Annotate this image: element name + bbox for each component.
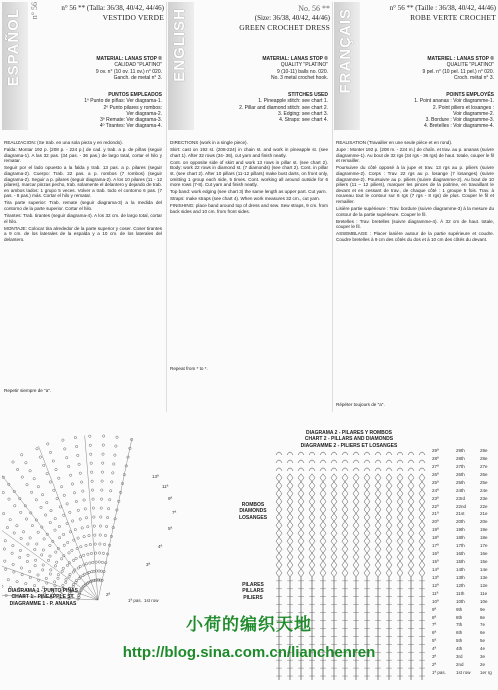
row-number: 10ª (432, 598, 439, 604)
stitch-line: 1. Point ananas : Voir diagramme-1. (414, 98, 494, 105)
language-band (168, 2, 194, 130)
row-number: 20ª (432, 519, 439, 525)
material-line: CALIDAD "PLATINO" (114, 62, 162, 69)
pillars-label: PILARES PILLARS PILIERS (242, 582, 264, 601)
row-number: 7e (480, 622, 486, 628)
row-number: 10e (480, 598, 488, 604)
stitch-line: 2. Point piliers et losanges : (432, 104, 494, 111)
paragraph: DIRECTIONS (work in a single piece). (170, 140, 248, 145)
row-number: 12e (480, 582, 488, 588)
paragraph: REALIZACION: (Se trab. en una sola pieza y en redondo). (4, 140, 123, 145)
row-label: 3ª (146, 562, 151, 567)
row-number: 5th (456, 638, 463, 644)
row-number: 23e (480, 495, 488, 501)
row-number: 5e (480, 638, 486, 644)
row-number: 1ª pas. (432, 670, 446, 676)
row-number: 24ª (432, 487, 439, 493)
row-number: 7th (456, 622, 463, 628)
stitches-heading: STITCHES USED (287, 92, 328, 98)
material-line: QUALITE "PLATINO" (446, 62, 494, 69)
chart-caption: DIAGRAMA 2 - PILARES Y ROMBOS CHART 2 - PILLARS AND DIAMONDS DIAGRAMME 2 - PILIERS ET LOSANGES (300, 430, 398, 449)
row-number: 3rd (456, 654, 463, 660)
material-block (366, 56, 494, 81)
size-text: (Size: 36/38, 40/42, 44/46) (254, 14, 330, 22)
row-label: 9ª (168, 496, 173, 501)
stitch-line: 3. Edging: see chart 3. (277, 110, 328, 117)
row-number: 25ª (432, 479, 439, 485)
row-number: 5ª (432, 638, 437, 644)
row-number: 9e (480, 606, 486, 612)
language-label: FRANÇAIS (337, 8, 354, 94)
paragraph: FINISHING: place band around top of dress and sew. Sew straps, 9 cm. from back sides and 10 cm. from front sides. (170, 203, 328, 215)
header (364, 4, 496, 22)
row-number: 2e (480, 662, 486, 668)
language-band (334, 2, 360, 130)
material-block (34, 56, 162, 81)
row-number: 8th (456, 614, 463, 620)
row-number: 29e (480, 448, 488, 453)
row-number: 11ª (432, 590, 439, 596)
column-english (166, 0, 332, 420)
row-number: 13e (480, 574, 488, 580)
row-number: 18th (456, 535, 465, 541)
paragraph: Falda: Montar 192 p. (208 p. - 224 p.) de cad. y trab. a p. de piñas (seguir diagrama-1). A las 32 pas. (34 pas. - 36 pas.) de largo total, cortar el hilo y rematar. (4, 147, 162, 164)
row-number: 27ª (432, 463, 439, 469)
repeat-note: Repetir siempre de "a". (4, 388, 52, 393)
row-number: 18e (480, 535, 488, 541)
row-number: 6ª (432, 630, 437, 636)
row-number: 29th (456, 448, 465, 453)
instructions (170, 140, 328, 216)
row-number: 6e (480, 630, 486, 636)
stitches-block (366, 92, 494, 130)
row-number: 27e (480, 463, 488, 469)
material-line: 9 (10-11) balls no. 020. (276, 68, 328, 75)
pattern-code: n° 56 (30, 2, 39, 20)
row-number: 19ª (432, 527, 439, 533)
row-number: 13th (456, 574, 465, 580)
row-number: 11th (456, 590, 465, 596)
row-label: 1st row (144, 598, 159, 603)
row-number: 17th (456, 543, 465, 549)
stitch-line: 3º Remate: Ver diagrama-3. (100, 117, 162, 123)
stitch-line: 4. Straps: see chart 4. (279, 117, 328, 123)
row-number: 25th (456, 479, 465, 485)
row-number: 4th (456, 646, 463, 652)
paragraph: Jupe : Monter 192 p. (208 m. - 224 m.) de chaîn. et trav. au p. ananas (suivre diagramme-1). Au bout de 32 rgs (34 rgs - 36 rgs) de haut. totale, couper le fil et remailler. (336, 147, 494, 164)
row-number: 16ª (432, 551, 439, 557)
row-number: 6th (456, 630, 463, 636)
row-number: 16e (480, 551, 488, 557)
row-number: 21e (480, 511, 488, 517)
stitch-line: 3. Bordure : Voir diagramme-3. (425, 117, 494, 123)
row-number: 14th (456, 566, 465, 572)
paragraph: MONTAJE: Colocar tira alrededor de la parte superior y coser. Coser tirantes a 9 cm. de los laterales de la espalda y a 10 cm. de los laterales del delantero. (4, 225, 162, 242)
repeat-note: Répéter toujours de "a". (336, 402, 385, 407)
stitch-line: 2º Punto pilares y rombos: (103, 104, 162, 111)
row-label: 7ª (172, 510, 177, 515)
row-number: 11e (480, 590, 488, 596)
row-number: 3e (480, 654, 486, 660)
row-number: 26th (456, 471, 465, 477)
row-number: 15ª (432, 559, 439, 565)
row-number: 9th (456, 606, 463, 612)
paragraph: Poursuivre du côté opposé à la jupe et trav. 13 rgs au p. piliers (suivre diagramme-2). Corps : Trav. 22 rgs au p. losange (7 losanges) (suivre diagramme-2). Poursuivre au p. piliers (suivre diagramme-2). Au bout de 10 piliers (11 – 12 piliers), marquer les pinces de la poitrine, en travaillant le devant et en cessant de trav., de chaque côté : 1 groupe 5 fois. Trav. à nouveau tout le contour sur 6 rgs (7 rgs - 8 rgs) de plus. Couper le fil et remailler. (336, 165, 494, 204)
row-number: 17e (480, 543, 488, 549)
row-label: 13ª (152, 474, 159, 479)
language-label: ENGLISH (171, 8, 188, 82)
stitch-line: 4. Bretelles : Voir diagramme-4. (423, 123, 494, 130)
paragraph: Top band: work edging (see chart 3) the same length as upper part. Cut yarn. (170, 189, 327, 195)
stitch-line: 2. Pillar and diamond stitch: see chart 2. (239, 104, 328, 111)
material-line: 9 pel. n° (10 pel. 11 pel.) n° 020. (422, 68, 494, 75)
row-number: 2ª (432, 662, 437, 668)
row-number: 8ª (432, 614, 437, 620)
material-line: No. 3 metal crochet hook. (271, 74, 328, 81)
language-band (2, 2, 28, 130)
row-number: 4e (480, 646, 486, 652)
column-french (332, 0, 498, 420)
instructions (4, 140, 162, 244)
pattern-title: VESTIDO VERDE (102, 12, 164, 22)
row-number: 21st (456, 511, 465, 517)
pattern-title: GREEN CROCHET DRESS (239, 22, 330, 32)
row-number: 8e (480, 614, 486, 620)
instructions (336, 140, 494, 244)
stitches-block (34, 92, 162, 130)
row-number: 22nd (456, 503, 467, 509)
stitch-line: 1. Pineapple stitch: see chart 1. (258, 98, 328, 105)
size-text: n° 56 ** (Talla: 36/38, 40/42, 44/46) (61, 4, 164, 12)
paragraph: ASSEMBLAGE : Placer lanière autour de la partie supérieure et coudre. Coudre bretelles à 9 cm des côtés du dos et à 10 cm des côtés du devant. (336, 231, 494, 242)
row-number: 20e (480, 519, 488, 525)
paragraph: Cont. on opposite side of skirt and work 13 rows in pillar st. (see chart 2). Body: work 22 rows in diamond st. (7 diamonds) (see chart 2). Cont. in pillar st. (see chart 2). After 10 pillars (11-12 pillars) make bust darts, on front only, omitting 1 group each side, 5 times. Cont. working all around outside for 6 more rows (7-8). Cut yarn and finish neatly. (170, 159, 328, 188)
row-number: 23rd (456, 495, 466, 501)
row-number: 19e (480, 527, 488, 533)
row-number: 19th (456, 527, 465, 533)
row-number: 22e (480, 503, 488, 509)
row-number: 12ª (432, 582, 439, 588)
row-number: 27th (456, 463, 465, 469)
material-line: Ganch. de metal n° 3. (113, 74, 162, 81)
row-number: 16th (456, 551, 465, 557)
paragraph: REALISATION (Travailler en une seule pièce et en rond). (336, 140, 453, 145)
material-block (200, 56, 328, 81)
row-number: 21ª (432, 511, 439, 517)
material-heading: MATERIAL: LANAS STOP ® (262, 56, 328, 62)
row-number: 29ª (432, 448, 439, 453)
row-number: 26e (480, 471, 488, 477)
pineapple-chart (2, 420, 202, 620)
row-number: 14ª (432, 566, 439, 572)
repeat-note: Repeat from * to *. (170, 366, 208, 371)
row-number: 1er rg (480, 670, 492, 676)
column-spanish (0, 0, 166, 420)
row-label: 2ª (106, 592, 111, 597)
row-number: 9ª (432, 606, 437, 612)
paragraph: Skirt: cast on 192 st. (208-224) in chain st. and work in pineapple st. (see chart 1). After 32 rows (34- 36), cut yarn and finish neatly. (170, 147, 328, 158)
paragraph: Tira parte superior: Trab. remate (seguir diagrama-3) a la medida del contorno de la parte superior. Cortar el hilo. (4, 200, 162, 212)
stitches-heading: POINTS EMPLOYÉS (446, 92, 494, 98)
pattern-title: ROBE VERTE CROCHET (410, 12, 496, 22)
stitch-line: 4º Tirantes: Ver diagrama-4. (99, 123, 162, 130)
pattern-number: n° 56 ** (61, 4, 86, 12)
header (32, 4, 164, 22)
stitches-heading: PUNTOS EMPLEADOS (108, 92, 162, 98)
row-number: 26ª (432, 471, 439, 477)
row-number: 4ª (432, 646, 437, 652)
stitch-line: Ver diagrama-2. (126, 110, 162, 117)
row-number: 28th (456, 455, 465, 461)
row-number: 23ª (432, 495, 439, 501)
material-line: Croch. métal n° 3. (453, 74, 494, 81)
chart-caption: DIAGRAMA 1 - PUNTO PIÑAS CHART 1 - PINEAPPLE ST. DIAGRAMME 1 - P. ANANAS (8, 588, 79, 607)
header (198, 4, 330, 32)
material-line: 9 ov. n° (10 ov. 11 ov.) n° 020. (95, 68, 162, 75)
material-heading: MATERIAL: LANAS STOP ® (96, 56, 162, 62)
material-heading: MATERIEL : LANAS STOP ® (427, 56, 494, 62)
row-label: 11ª (162, 484, 169, 489)
row-number: 1st row (456, 670, 471, 676)
row-number: 20th (456, 519, 465, 525)
row-number: 25e (480, 479, 488, 485)
row-number: 13ª (432, 574, 439, 580)
row-label: 4ª (158, 544, 163, 549)
paragraph: Bretelles : Trav. bretelles (suivre diagramme-4). À 32 cm de haut. totale, couper le fil. (336, 218, 494, 230)
row-number: 18ª (432, 535, 439, 541)
row-number: 17ª (432, 543, 439, 549)
pattern-number: n° 56 ** (389, 4, 414, 12)
paragraph: Lisière partie supérieure : Trav. bordure (suivre diagramme-3) à la mesure du contour de la partie supérieure. Couper le fil. (336, 206, 494, 217)
pattern-number: No. 56 ** (298, 4, 330, 13)
row-number: 2nd (456, 662, 464, 668)
stitches-block (200, 92, 328, 123)
paragraph: Straps: make straps (see chart 4). When work measures 32 cm., cut yarn. (170, 196, 321, 202)
size-text: n° 56 ** (Taille : 36/38, 40/42, 44/46) (389, 4, 496, 12)
row-number: 28e (480, 455, 488, 461)
watermark-url: http://blog.sina.com.cn/lianchenren (122, 644, 376, 661)
paragraph: Tirantes: Trab. tirantes (seguir diagrama-4). A los 32 cm. de largo total, cortar el hilo. (4, 213, 162, 224)
row-label: 1ª pas. (128, 598, 142, 603)
stitch-line: 1º Punto de piñas: Ver diagrama-1. (84, 98, 162, 105)
paragraph: Seguir por el lado opuesto a la falda y trab. 13 pas. a p. pilares (seguir diagrama-2). Cuerpo: Trab. 22 pas. a p. rombos (7 rombos) (seguir diagrama-2). Seguir a p. pilares (seguir diagrama-2). A los 10 pilares (11 - 12 pilares), marcar pinzas pecho, trab. solamente el delantero y dejando de trab. en ambos lados: 1 grupo 5 veces. Volver a trab. todo el contorno 6 pas. (7 pas. - 8 pas.) más. Cortar el hilo y rematar. (4, 165, 162, 199)
language-label: ESPAÑOL (5, 8, 22, 87)
row-number: 15e (480, 559, 488, 565)
row-number: 14e (480, 566, 488, 572)
row-number: 15th (456, 559, 465, 565)
row-number: 22ª (432, 503, 439, 509)
diamonds-label: ROMBOS DIAMONDS LOSANGES (238, 502, 268, 521)
row-number: 28ª (432, 455, 439, 461)
row-number: 10th (456, 598, 465, 604)
row-number: 24e (480, 487, 488, 493)
watermark-title: 小荷的编织天地 (186, 615, 312, 634)
row-number: 24th (456, 487, 465, 493)
row-number: 3ª (432, 654, 437, 660)
row-number: 7ª (432, 622, 437, 628)
row-number: 12th (456, 582, 465, 588)
stitch-line: Voir diagramme-2. (453, 110, 494, 117)
row-label: 5ª (168, 526, 173, 531)
material-line: QUALITY "PLATINO" (280, 62, 328, 69)
